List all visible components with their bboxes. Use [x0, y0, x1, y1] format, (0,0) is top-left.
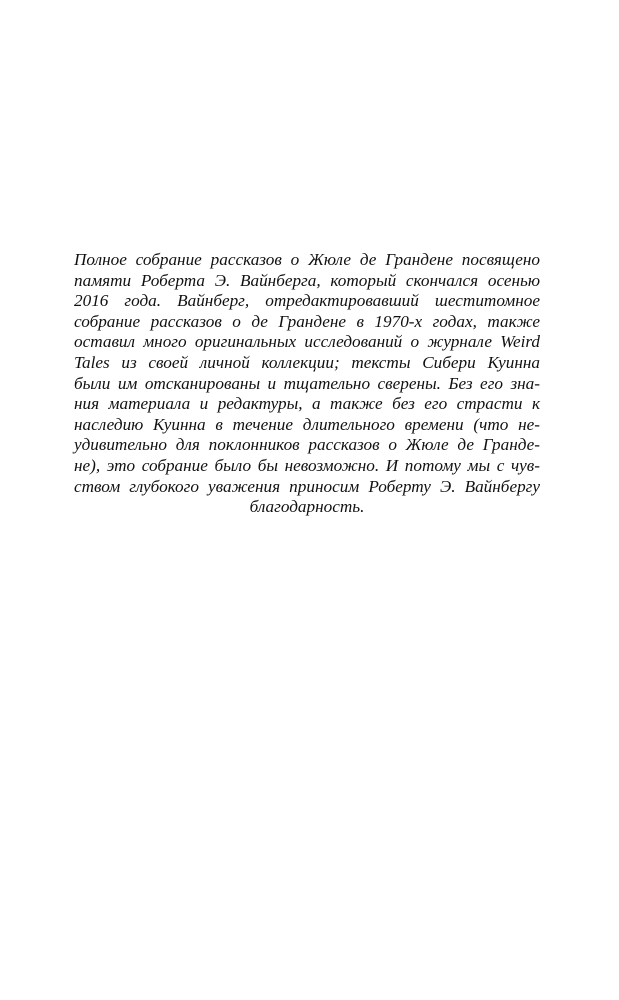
dedication-line-4: собрание рассказов о де Грандене в 1970-х годах, также — [74, 311, 540, 331]
dedication-line-13: благодарность. — [249, 497, 365, 517]
dedication-line-8: ния материала и редактуры, а также без его страсти к — [74, 394, 540, 414]
dedication-line-11: не), это собрание было бы невозможно. И потому мы с чув- — [74, 455, 540, 475]
dedication-line-1: Полное собрание рассказов о Жюле де Грандене посвящено — [74, 250, 540, 269]
dedication-line-9: наследию Куинна в течение длительного времени (что не- — [74, 414, 540, 434]
dedication-line-10: удивительно для поклонников рассказов о Жюле де Гранде- — [74, 435, 540, 455]
dedication-line-3: 2016 года. Вайнберг, отредактировавший шеститомное — [74, 291, 540, 311]
dedication-line-7: были им отсканированы и тщательно сверены. Без его зна- — [74, 373, 540, 393]
dedication-line-6: Tales из своей личной коллекции; тексты Сибери Куинна — [74, 352, 540, 372]
dedication-line-2: памяти Роберта Э. Вайнберга, который скончался осенью — [74, 270, 540, 290]
dedication-line-5: оставил много оригинальных исследований о журнале Weird — [74, 332, 540, 352]
dedication-paragraph — [74, 250, 540, 518]
dedication-line-12: ством глубокого уважения приносим Роберту Э. Вайнбергу — [74, 476, 540, 496]
